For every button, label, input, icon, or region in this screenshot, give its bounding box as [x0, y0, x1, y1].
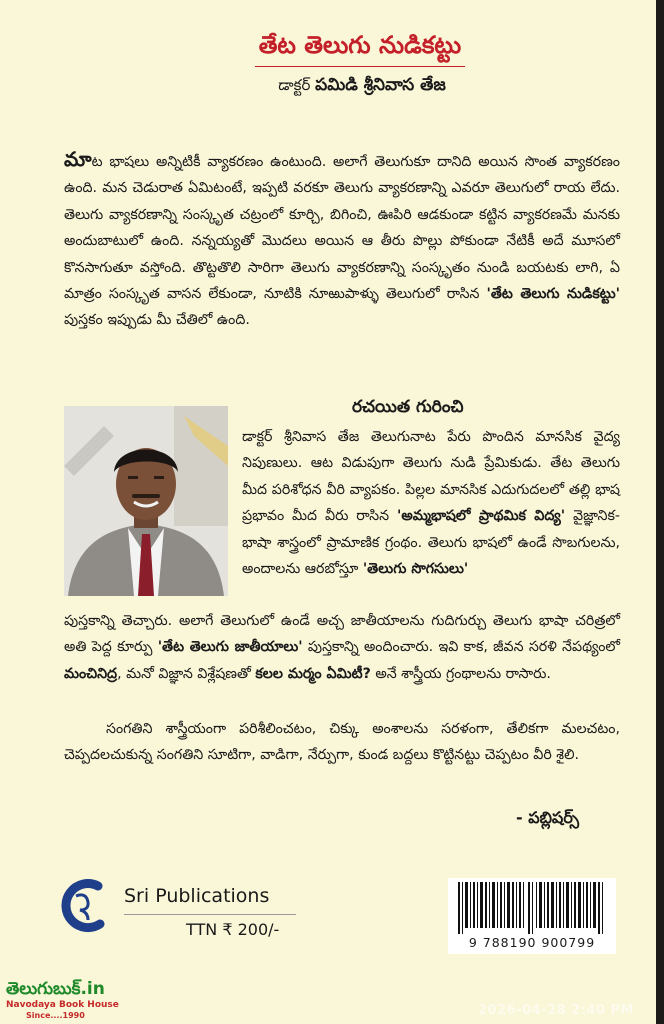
author-prefix: డాక్టర్ [278, 76, 311, 94]
author-name: పమిడి శ్రీనివాస తేజ [315, 75, 446, 95]
author-photo [64, 406, 228, 596]
about-text-1: డాక్టర్ శ్రీనివాస తేజ తెలుగునాట పేరు పొందిన మానసిక వైద్య నిపుణులు. ఆట విడుపుగా తెలుగు నుడి ప్రేమికుడు. తేట తెలుగు మీద పరిశోధన వీరి వ్యాపకం. పిల్లల మానసిక ఎదుగుదలలో తల్లి భాష ప్రభావం మీద వీరు రాసిన [242, 429, 620, 525]
publisher-divider [124, 914, 296, 915]
intro-book-ref: 'తేట తెలుగు నుడికట్టు' [486, 286, 620, 303]
intro-text: ట భాషలు అన్నిటికీ వ్యాకరణం ఉంటుంది. అలాగే తెలుగుకూ దానిది అయిన సొంత వ్యాకరణం ఉంది. మన చెడురాత ఏమిటంటే, ఇప్పటి వరకూ తెలుగు వ్యాకరణాన్ని ఎవరూ తెలుగులో రాయ లేదు. తెలుగు వ్యాకరణాన్ని సంస్కృత చట్రంలో కూర్చి, బిగించి, ఊపిరి ఆడకుండా కట్టిన వ్యాకరణమే మనకు అందుబాటులో ఉంది. నన్నయ్యతో మొదలు అయిన ఆ తీరు పొల్లు పోకుండా నేటికీ అదే మూసలో కొనసాగుతూ వస్తోంది. తొట్టతొలి సారిగా తెలుగు వ్యాకరణాన్ని సంస్కృతం నుండి బయటకు లాగి, ఏ మాత్రం సంస్కృత వాసన లేకుండా, నూటికి నూఱుపాళ్ళు తెలుగులో రాసిన [64, 154, 620, 303]
book-title: తేట తెలుగు నుడికట్టు [258, 31, 462, 59]
title-underline [255, 66, 465, 67]
about-book-3: 'తేట తెలుగు జాతీయాలు' [157, 639, 303, 656]
publisher-logo-icon [58, 876, 108, 942]
intro-tail: పుస్తకం ఇప్పుడు మీ చేతిలో ఉంది. [64, 312, 250, 329]
publisher-signature: - పబ్లిషర్స్ [516, 808, 579, 827]
about-book-5: కలల మర్మం ఏమిటీ? [255, 665, 371, 682]
about-paragraph-3: సంగతిని శాస్త్రీయంగా పరిశీలించటం, చిక్కు అంశాలను సరళంగా, తేలికగా మలచటం, చెప్పదలచుకున్న సంగతిని సూటిగా, వాడిగా, నేర్పుగా, కుండ బద్దలు కొట్టినట్టు చెప్పటం వీరి శైలి. [64, 721, 620, 764]
about-text-5: , మనో విజ్ఞాన విశ్లేషణతో [117, 665, 256, 682]
about-text-3: పుస్తకాన్ని తెచ్చారు. అలాగే తెలుగులో ఉండే అచ్చ జాతీయాలను గుదిగుర్చు తెలుగు భాషా చరిత్రలో అతి పెద్ద కూర్పు [64, 613, 620, 656]
about-book-2: 'తెలుగు సొగసులు' [362, 561, 469, 578]
isbn-number: 9 788190 900799 [468, 935, 596, 950]
about-author-heading: రచయిత గురించి [352, 397, 464, 417]
intro-paragraph [64, 146, 620, 334]
watermark-site: తెలుగుబుక్.in [6, 979, 105, 999]
photo-timestamp: 2026-04-28 2:40 PM [478, 1003, 635, 1018]
watermark-since: Since....1990 [26, 1011, 85, 1020]
about-text-6: అనే శాస్త్రీయ గ్రంథాలను రాసారు. [370, 665, 551, 682]
site-watermark [6, 978, 156, 1021]
about-paragraph-1 [242, 424, 620, 582]
about-book-1: 'అమ్మభాషలో ప్రాథమిక విద్య' [397, 508, 566, 525]
about-paragraph-2 [64, 608, 620, 687]
book-price: TTN ₹ 200/- [186, 920, 280, 939]
about-book-4: మంచినిద్ర [64, 665, 118, 682]
isbn-barcode [448, 878, 616, 954]
about-text-2: వైజ్ఞానిక-భాషా శాస్త్రంలో ప్రామాణిక గ్రంథం. తెలుగు భాషలో ఉండే సొబగులను, అందాలను ఆరబోస్తూ [242, 508, 621, 578]
watermark-shop: Navodaya Book House [6, 1000, 119, 1010]
barcode-bars [454, 882, 610, 934]
about-text-4: పుస్తకాన్ని అందించారు. ఇవి కాక, జీవన సరళి నేపథ్యంలో [302, 639, 620, 656]
author-line [232, 74, 492, 96]
publisher-name: Sri Publications [124, 885, 270, 907]
intro-lead-letter: మా [64, 147, 92, 171]
